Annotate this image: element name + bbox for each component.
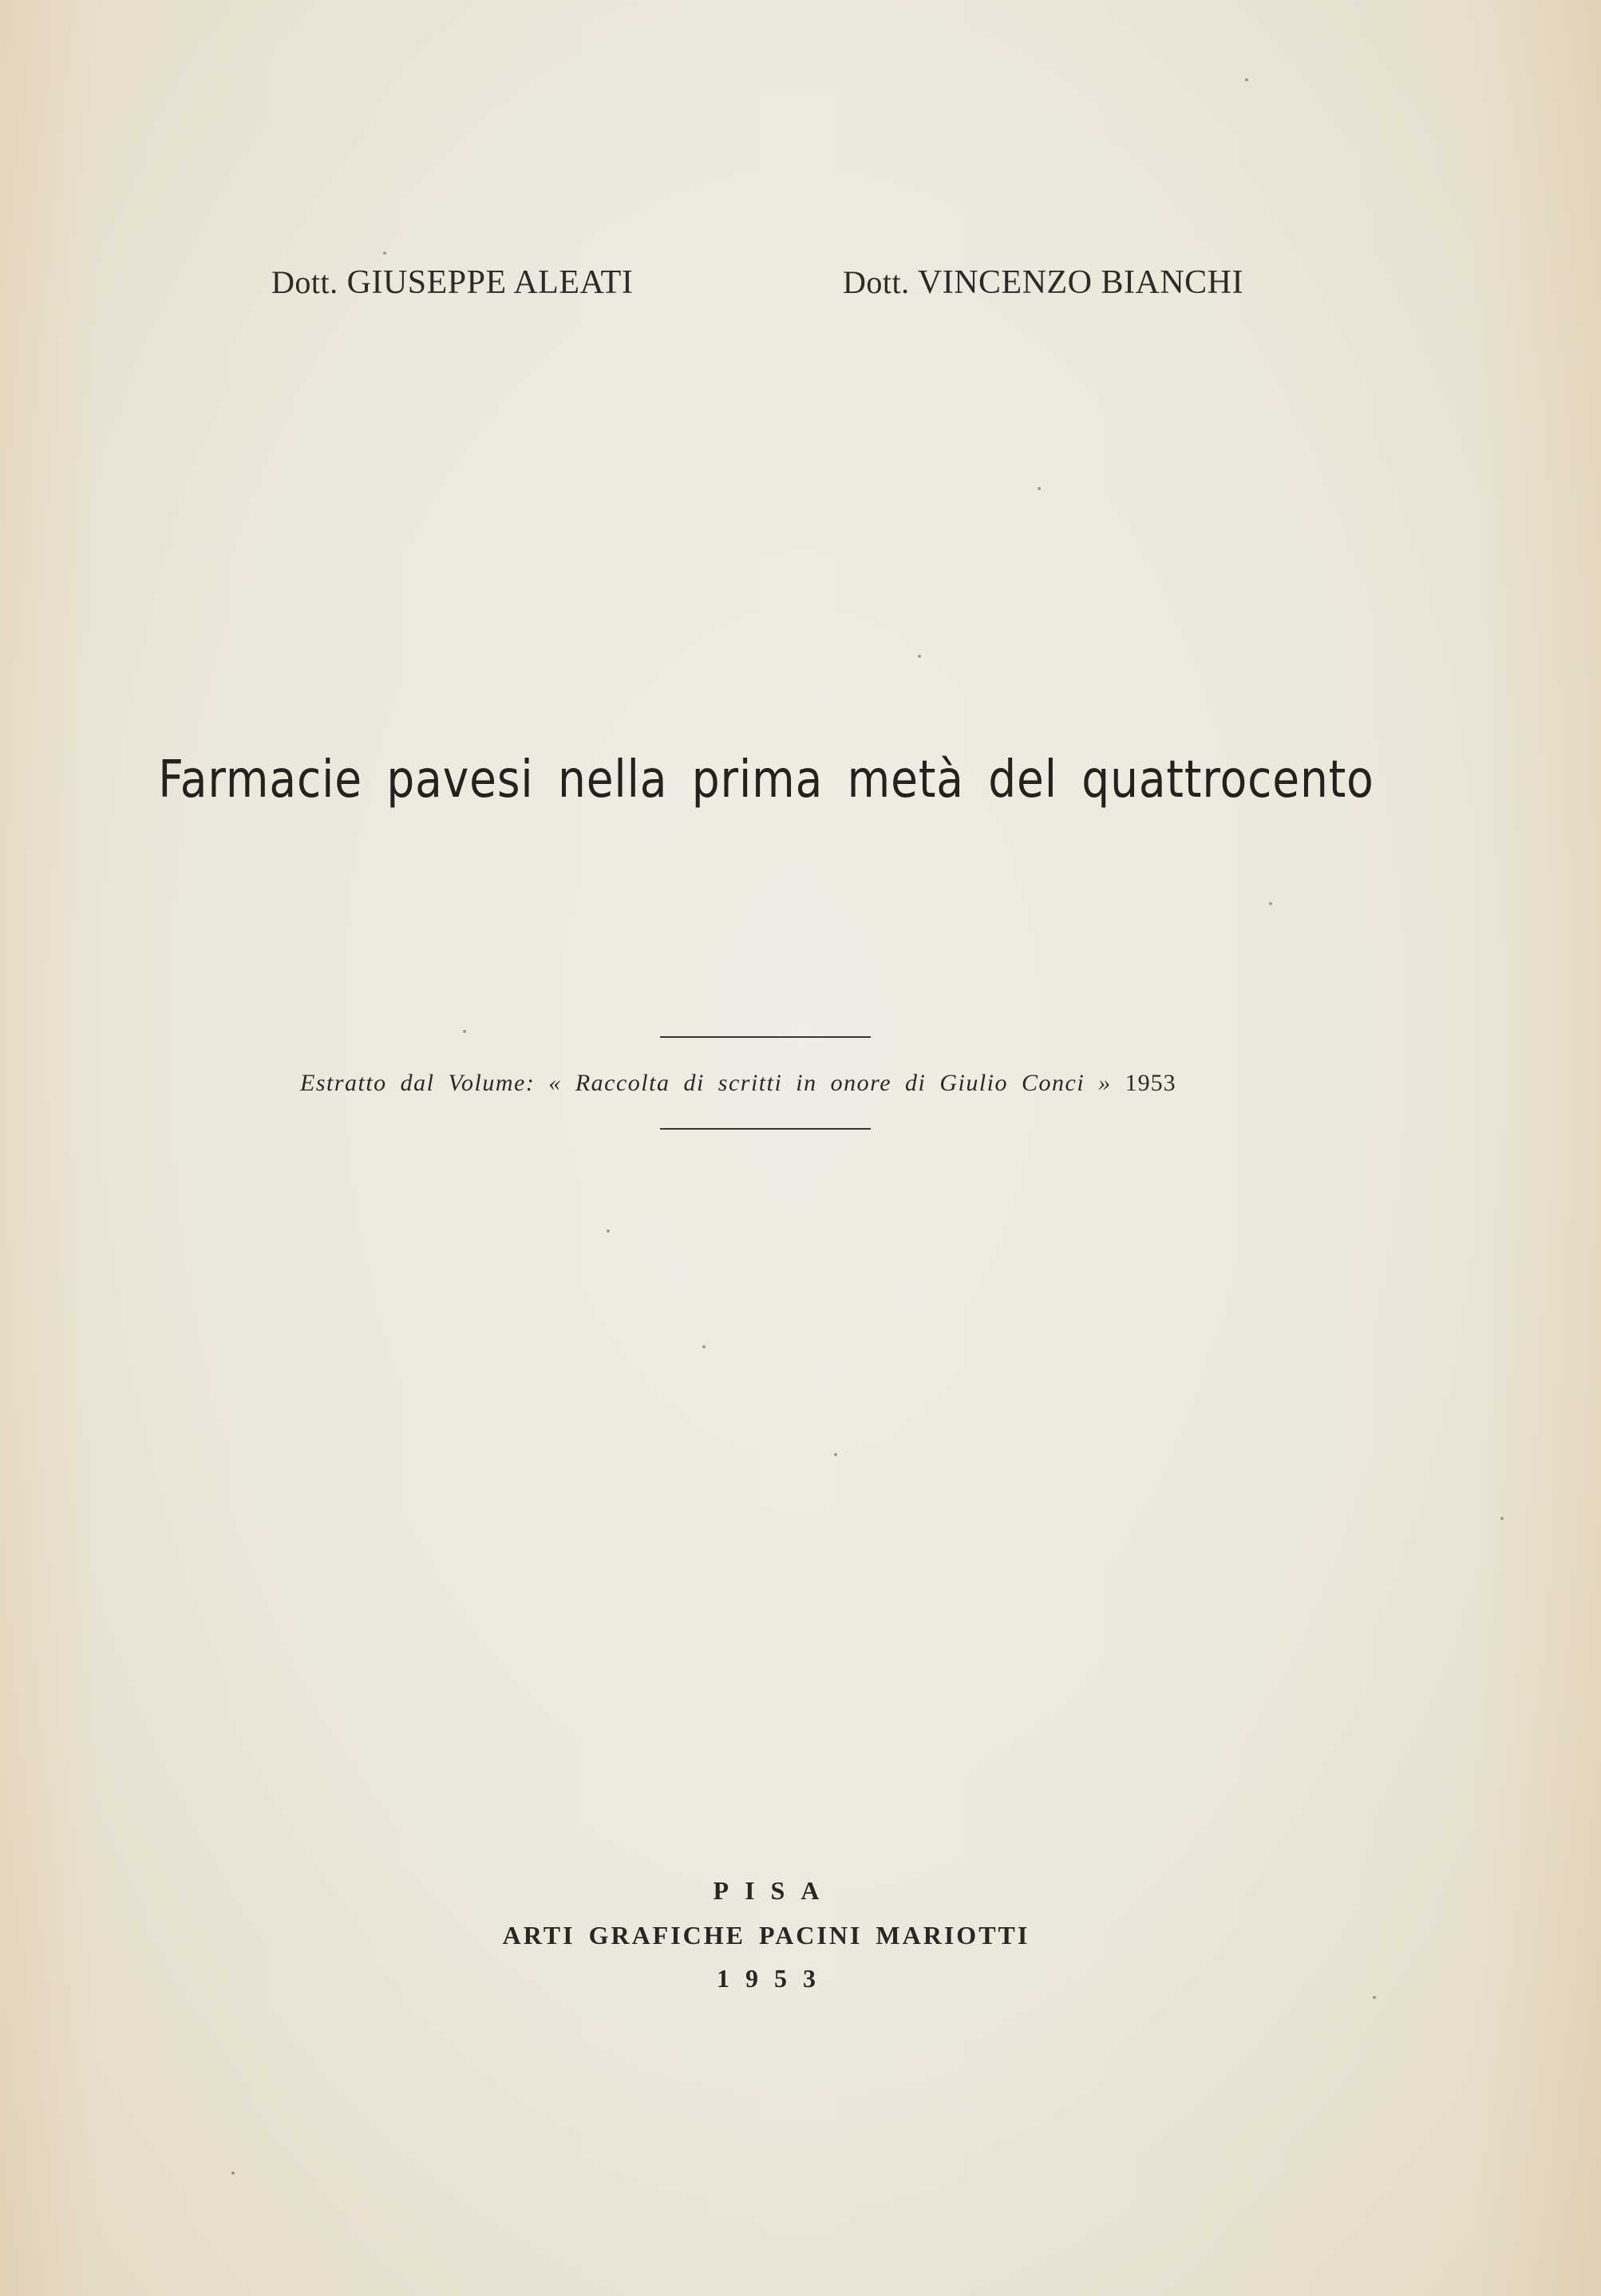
imprint-year: 1953 — [717, 1964, 832, 1993]
author-name: VINCENZO BIANCHI — [917, 264, 1244, 301]
imprint-city: PISA — [713, 1876, 836, 1905]
divider-rule-bottom — [660, 1128, 871, 1130]
extract-lead: Estratto dal Volume: — [300, 1070, 536, 1096]
divider-rule-top — [660, 1036, 871, 1038]
extract-year: 1953 — [1125, 1070, 1176, 1096]
paper-speck — [1500, 1517, 1504, 1520]
paper-speck — [231, 2171, 235, 2175]
extract-volume: « Raccolta di scritti in onore di Giulio Conci » — [548, 1070, 1112, 1096]
paper-speck — [1269, 902, 1272, 905]
paper-speck — [834, 1453, 837, 1456]
paper-speck — [918, 655, 921, 658]
author-bianchi — [843, 263, 1243, 302]
paper-speck — [1373, 1996, 1376, 1999]
paper-speck — [1245, 78, 1248, 81]
paper-speck — [383, 251, 386, 255]
author-prefix: Dott. — [843, 264, 910, 300]
extract-note — [300, 1070, 1306, 1097]
imprint-publisher: ARTI GRAFICHE PACINI MARIOTTI — [502, 1921, 1030, 1950]
author-aleati — [271, 263, 633, 302]
paper-speck — [702, 1345, 706, 1348]
paper-speck — [607, 1229, 610, 1233]
paper-speck — [1038, 487, 1041, 490]
author-prefix: Dott. — [271, 264, 338, 300]
paper-speck — [463, 1030, 466, 1033]
authors-line — [271, 263, 1357, 311]
document-title: Farmacie pavesi nella prima metà del quattrocento — [158, 750, 1374, 810]
author-name: GIUSEPPE ALEATI — [346, 264, 634, 301]
